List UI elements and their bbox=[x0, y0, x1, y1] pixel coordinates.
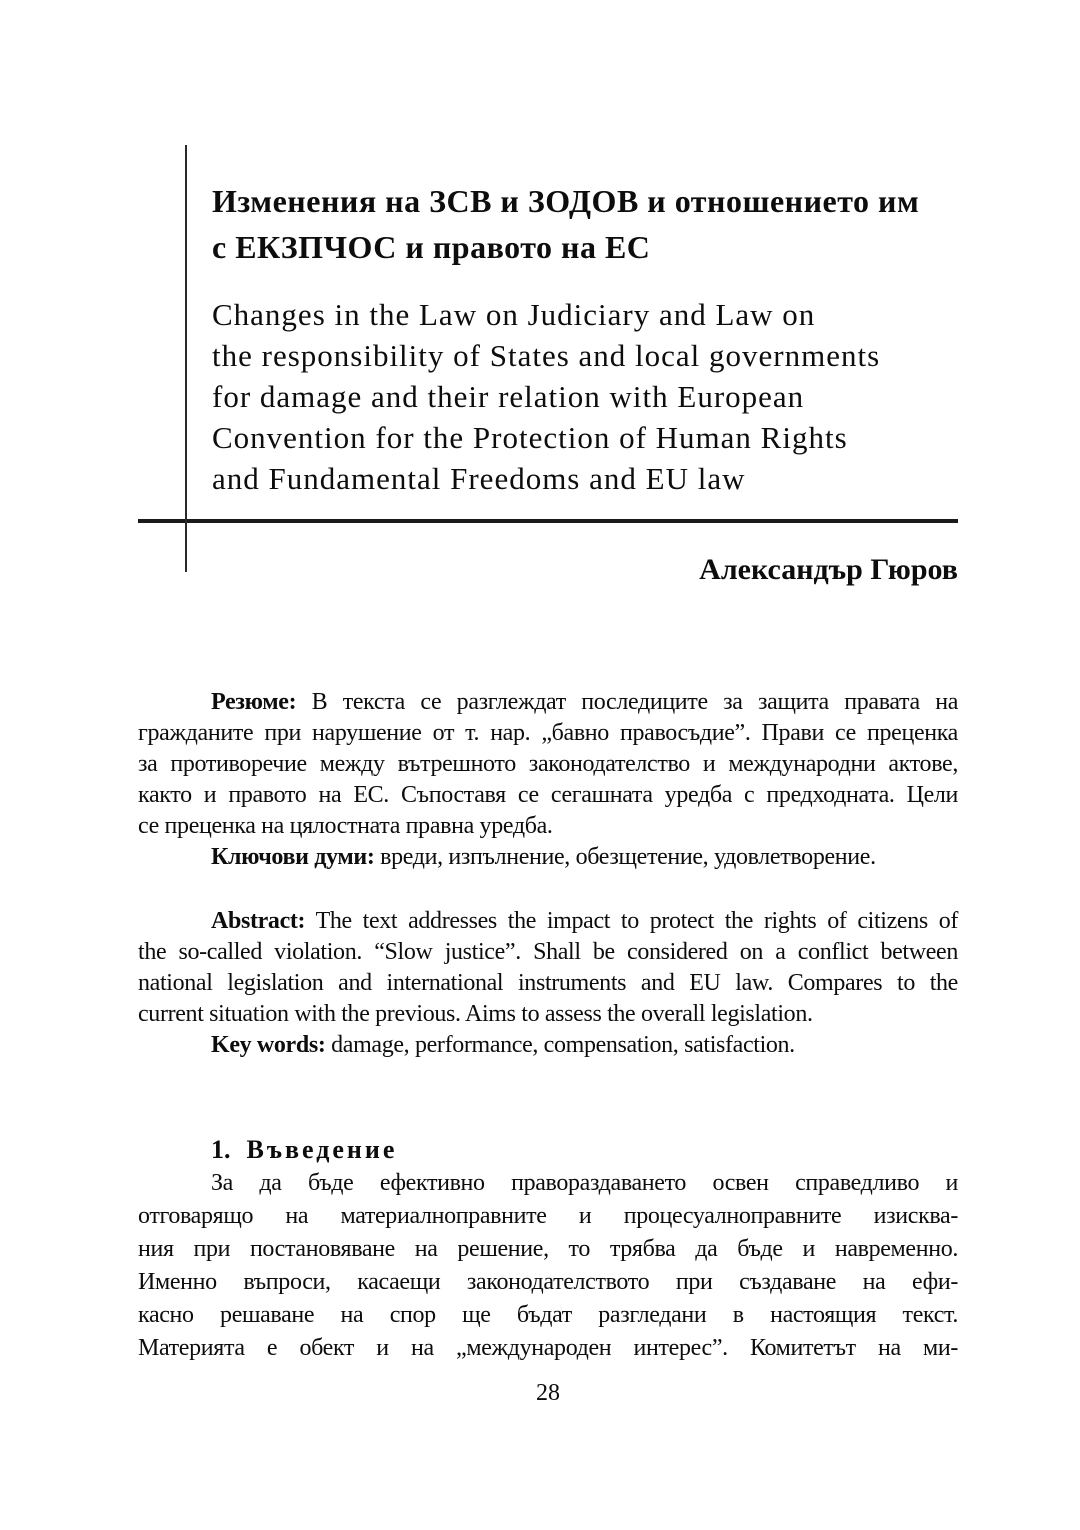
title-bulgarian-line: с ЕКЗПЧОС и правото на ЕС bbox=[212, 229, 651, 265]
text-line: За да бъде ефективно правораздаването освен справедливо и bbox=[211, 1170, 958, 1196]
text-line: national legislation and international instruments and EU law. Compares to the bbox=[138, 970, 958, 996]
keywords-bulgarian-line bbox=[138, 842, 958, 873]
text-line: касно решаване на спор ще бъдат разгледани в настоящия текст. bbox=[138, 1302, 958, 1328]
text-line: както и правото на ЕС. Съпоставя се сегашната уредба с предходната. Цели bbox=[138, 782, 958, 808]
abstract-line-1: The text addresses the impact to protect the rights of citizens of bbox=[315, 908, 958, 934]
resume-line-1: В текста се разглеждат последиците за защита правата на bbox=[311, 689, 958, 715]
resume-label: Резюме: bbox=[211, 689, 297, 715]
abstract-label: Abstract: bbox=[211, 908, 306, 934]
title-english-line: for damage and their relation with European bbox=[212, 379, 805, 414]
resume-paragraph bbox=[138, 687, 958, 873]
title-english-line: Convention for the Protection of Human Rights bbox=[212, 420, 848, 455]
vertical-rule bbox=[185, 145, 187, 572]
introduction-paragraph bbox=[138, 1167, 958, 1365]
title-english-line: the responsibility of States and local governments bbox=[212, 338, 881, 373]
keywords-bulgarian-text: вреди, изпълнение, обезщетение, удовлетворение. bbox=[380, 844, 876, 870]
text-line: Материята е обект и на „международен интерес”. Комитетът на ми- bbox=[138, 1335, 958, 1361]
text-line: ния при постановяване на решение, то трябва да бъде и навременно. bbox=[138, 1236, 958, 1262]
section-heading bbox=[211, 1133, 958, 1167]
text-line: гражданите при нарушение от т. нар. „бавно правосъдие”. Прави се преценка bbox=[138, 720, 958, 746]
title-bulgarian-line: Изменения на ЗСВ и ЗОДОВ и отношението им bbox=[212, 183, 920, 219]
title-english-line: and Fundamental Freedoms and EU law bbox=[212, 461, 746, 496]
text-line bbox=[138, 906, 958, 937]
text-line: current situation with the previous. Aims to assess the overall legislation. bbox=[138, 1001, 813, 1027]
text-line: се преценка на цялостната правна уредба. bbox=[138, 813, 553, 839]
text-line bbox=[138, 687, 958, 718]
title-english-line: Changes in the Law on Judiciary and Law on bbox=[212, 297, 816, 332]
keywords-bulgarian-label: Ключови думи: bbox=[211, 844, 375, 870]
keywords-english-line bbox=[138, 1030, 958, 1061]
text-line: отговарящо на материалноправните и процесуалноправните изисква- bbox=[138, 1203, 958, 1229]
section-title: Въведение bbox=[246, 1135, 398, 1164]
section-number: 1. bbox=[211, 1135, 231, 1164]
text-line: Именно въпроси, касаещи законодателството при създаване на ефи- bbox=[138, 1269, 958, 1295]
text-line: за противоречие между вътрешното законодателство и международни актове, bbox=[138, 751, 958, 777]
abstract-paragraph bbox=[138, 906, 958, 1061]
title-bulgarian bbox=[212, 178, 958, 270]
author-name: Александър Гюров bbox=[699, 553, 958, 586]
page-number: 28 bbox=[536, 1380, 560, 1406]
title-english bbox=[212, 294, 958, 499]
keywords-english-text: damage, performance, compensation, satisfaction. bbox=[331, 1032, 795, 1058]
text-line: the so-called violation. “Slow justice”. Shall be considered on a conflict between bbox=[138, 939, 958, 965]
horizontal-rule bbox=[138, 519, 958, 523]
keywords-english-label: Key words: bbox=[211, 1032, 326, 1058]
